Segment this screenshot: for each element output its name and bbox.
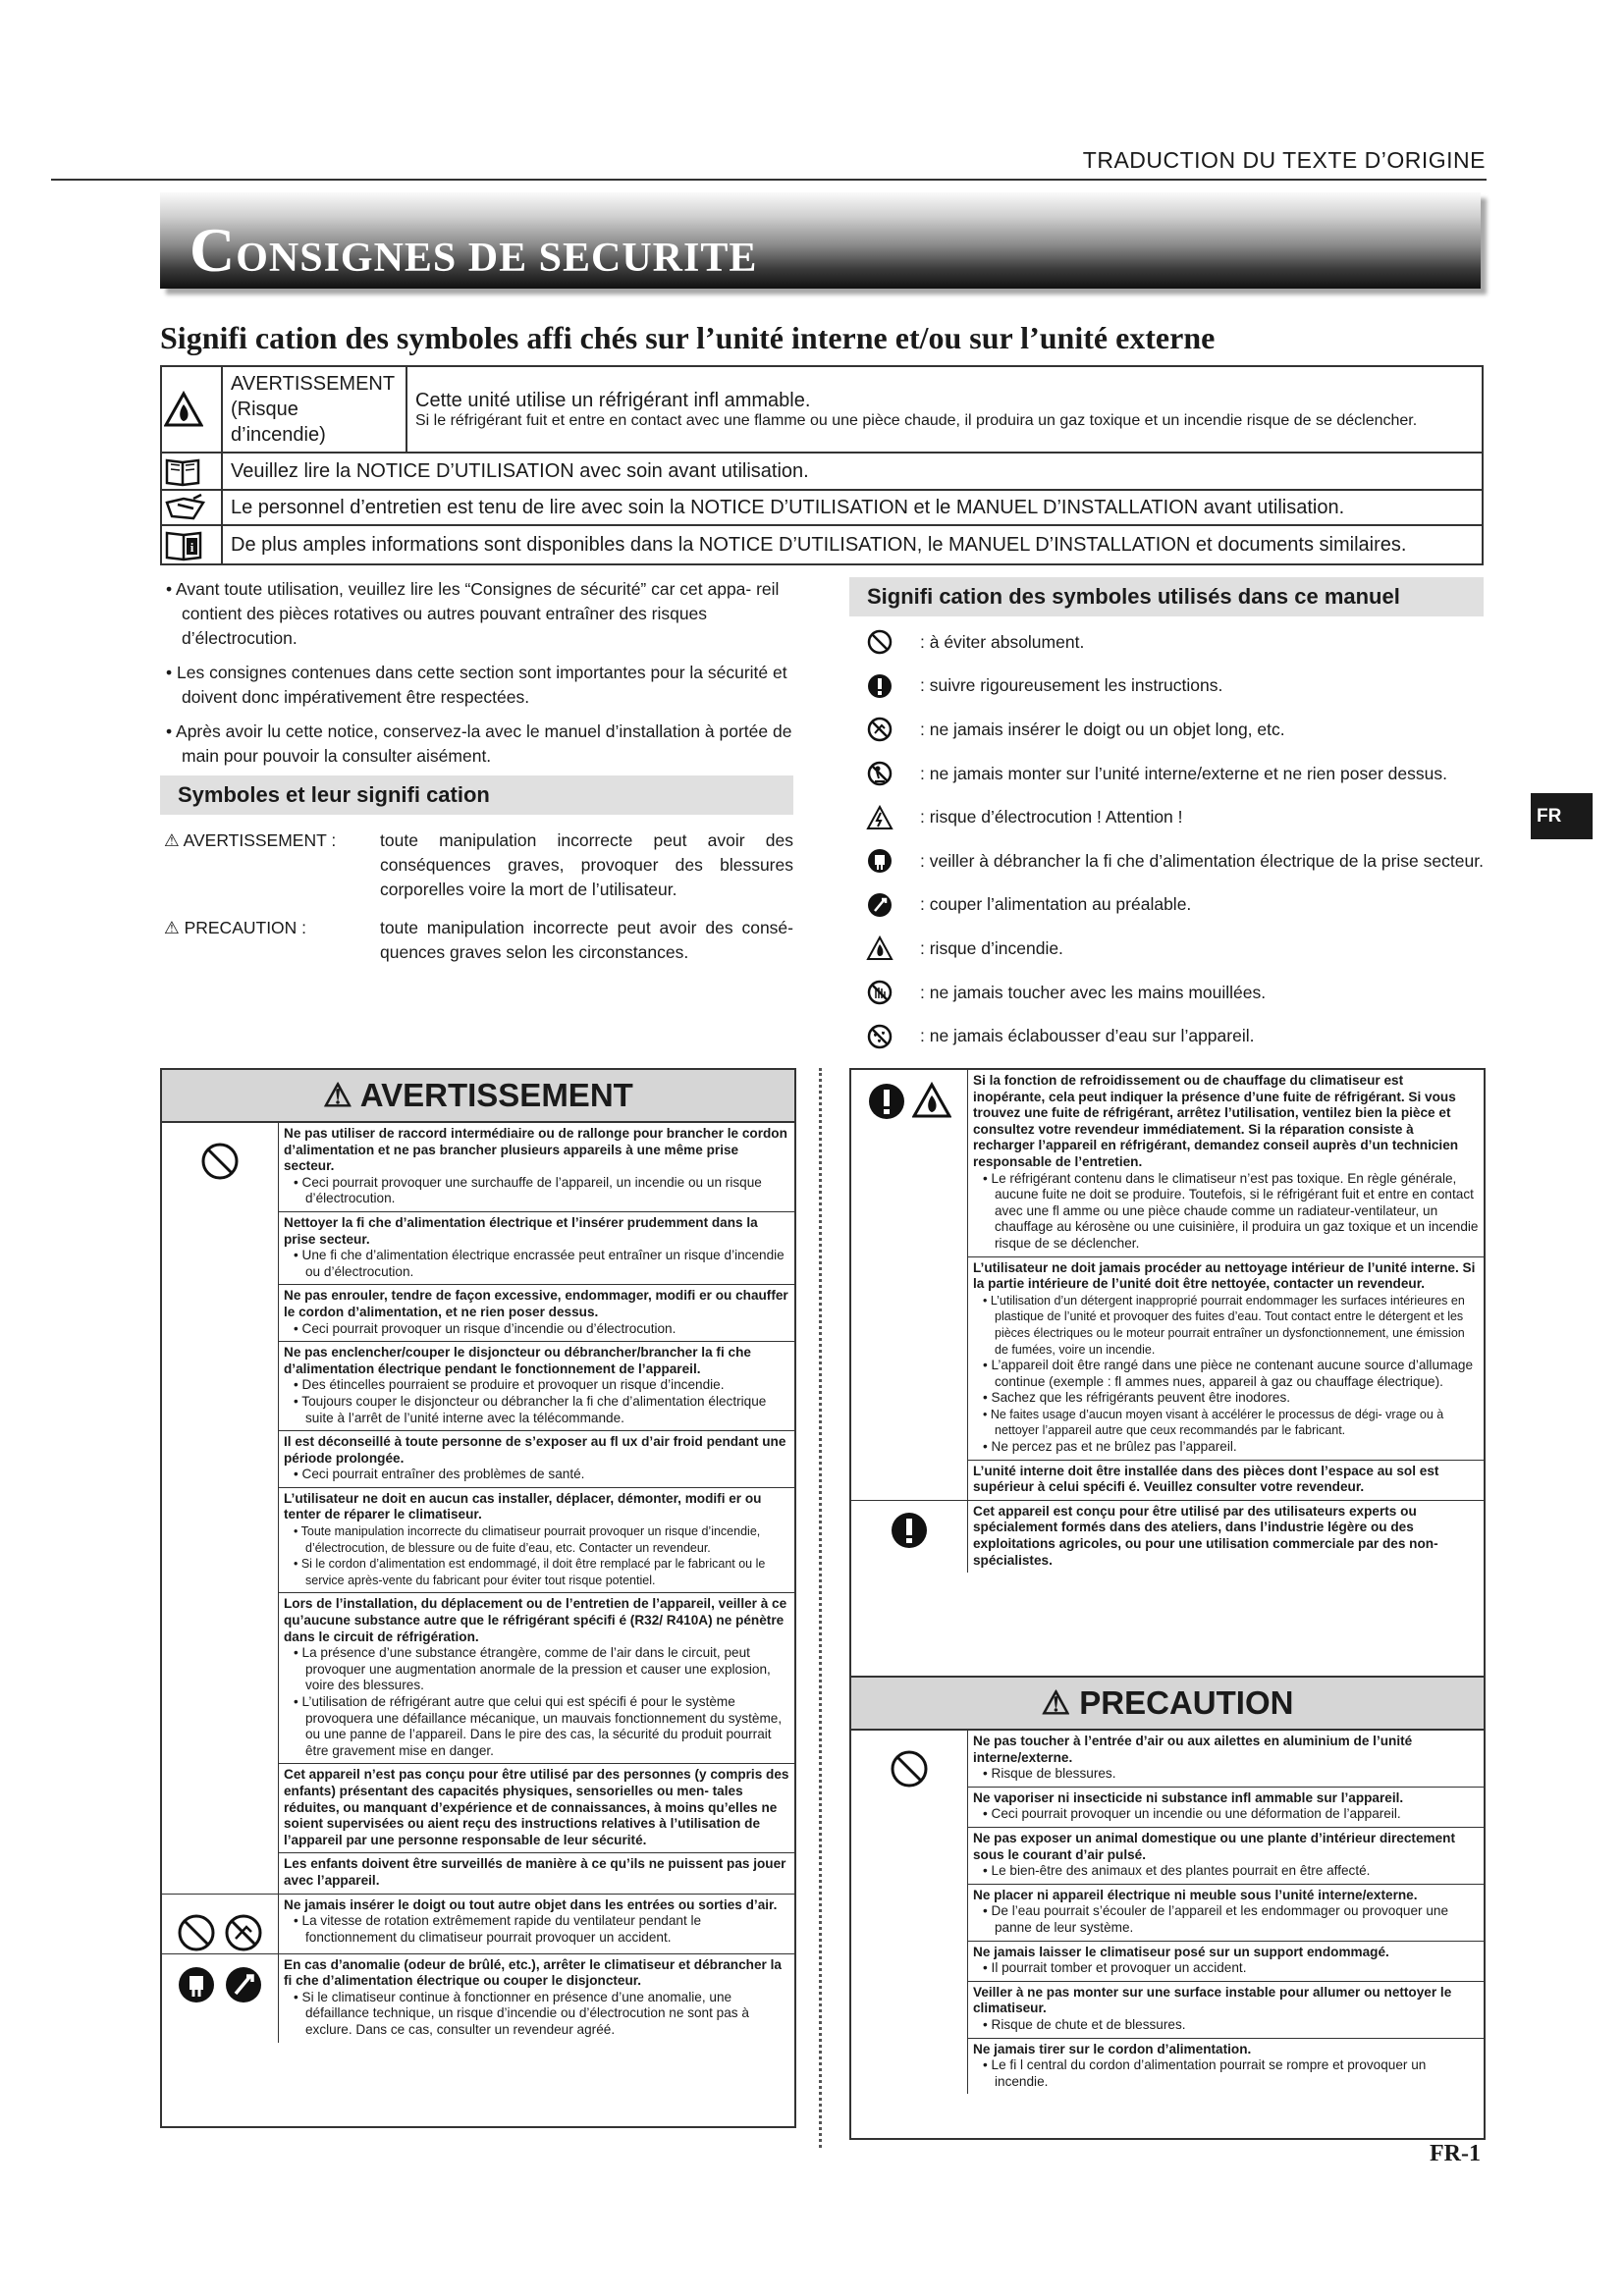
caution-panel [849,1676,1486,2140]
mandatory-icon [890,1511,929,1573]
intro-bullet: • Après avoir lu cette notice, conservez-la avec le manuel d’installation à portée de main pour pouvoir la consulter aisément. [166,721,792,766]
prohibited-icon [176,1912,217,1953]
manual-symbols-section [849,577,1484,1058]
list-item: : risque d’incendie. [849,927,1484,971]
list-item: : à éviter absolument. [849,620,1484,665]
page-number: FR-1 [1430,2141,1481,2166]
warning-item: Ne jamais insérer le doigt ou tout autre objet dans les entrées ou sorties d’air. • La vitesse de rotation extrêmement rapide du ventilateur pendant le fonctionnement du climatiseur pourrait provoquer un accident. [284,1896,778,1945]
warning-triangle-icon: ⚠ [1041,1684,1071,1721]
no-climb-icon [849,760,920,787]
warning-section [162,1123,794,1895]
read-manual-row: Veuillez lire la NOTICE D’UTILISATION avec soin avant utilisation. [161,453,1483,490]
prohibited-icon [849,628,920,656]
fire-warning-label: AVERTISSEMENT (Risque d’incendie) [222,366,406,453]
caution-definition: ⚠ PRECAUTION : toute manipulation incorrecte peut avoir des consé- quences graves selon les circonstances. [164,918,793,962]
warning-item: L’utilisateur ne doit en aucun cas installer, déplacer, démonter, modifi er ou tenter de réparer le climatiseur. • Toute manipulation incorrecte du climatiseur pourrait provoquer un risque d’incendie, d’électrocution, de blessure ou de fuite d’eau, etc. Contacter un revendeur. • Si le cordon d’alimentation est endommagé, il doit être remplacé par le fabricant ou le service après-vente du fabricant pour éviter tout risque potentiel. [279,1488,794,1594]
symbols-meaning-section [160,775,793,965]
warning-definition: ⚠ AVERTISSEMENT : toute manipulation incorrecte peut avoir des conséquences graves, provoquer des blessures corporelles voire la mort de l’utilisateur. [164,830,793,899]
list-item: : risque d’électrocution ! Attention ! [849,795,1484,839]
fire-warning-icon [161,366,222,453]
title-banner [160,192,1481,289]
warning-triangle-icon: ⚠ [164,918,180,937]
list-item: : ne jamais monter sur l’unité interne/externe et ne rien poser dessus. [849,752,1484,796]
list-item: : veiller à débrancher la fi che d’alimentation électrique de la prise secteur. [849,839,1484,883]
mandatory-icon [867,1082,906,1500]
no-finger-icon [849,716,920,743]
electric-shock-icon [849,805,920,830]
service-manual-icon [161,490,222,525]
intro-bullet: • Les consignes contenues dans cette section sont importantes pour la sécurité et doivent donc impérativement être respectées. [166,663,787,707]
warning-item: En cas d’anomalie (odeur de brûlé, etc.), arrêter le climatiseur et débrancher la fi che d’alimentation électrique ou couper le disjoncteur. • Si le climatiseur continue à fonctionner en présence d’une anomalie, une défaillance technique, un risque d’incendie ou d’électrocution ne sont pas à exclure. Dans ce cas, consulter un revendeur agréé. [284,1956,782,2037]
document-header-text: TRADUCTION DU TEXTE D’ORIGINE [1082,147,1486,173]
service-manual-row: Le personnel d’entretien est tenu de lire avec soin la NOTICE D’UTILISATION et le MANUEL D’INSTALLATION avant utilisation. [161,490,1483,525]
no-wet-hands-icon [849,979,920,1006]
no-water-splash-icon [849,1023,920,1050]
page-title: CONSIGNES DE SECURITE [189,215,758,285]
manual-symbols-heading: Signifi cation des symboles utilisés dans ce manuel [849,577,1484,616]
caution-panel-title: ⚠ PRECAUTION [851,1678,1484,1731]
warning-triangle-icon: ⚠ [164,830,180,850]
fire-risk-icon [849,935,920,961]
list-item: : suivre rigoureusement les instructions. [849,665,1484,709]
warning-section [162,1895,794,1954]
caution-item: Ne vaporiser ni insecticide ni substance infl ammable sur l’appareil. • Ceci pourrait provoquer un incendie ou une déformation de l’appareil. [968,1788,1484,1828]
fire-warning-text: Cette unité utilise un réfrigérant infl ammable. Si le réfrigérant fuit et entre en contact avec une flamme ou une pièce chaude, il produira un gaz toxique et un incendie risque de se déclencher. [406,366,1483,453]
warning-triangle-icon: ⚠ [323,1077,352,1113]
header-rule [51,179,1487,181]
info-manual-row: i De plus amples informations sont disponibles dans la NOTICE D’UTILISATION, le MANUEL D’INSTALLATION et documents similaires. [161,525,1483,564]
caution-item: Veiller à ne pas monter sur une surface instable pour allumer ou nettoyer le climatiseur. • Risque de chute et de blessures. [968,1982,1484,2039]
warning-item: Ne pas utiliser de raccord intermédiaire ou de rallonge pour brancher le cordon d’alimentation et ne pas brancher plusieurs appareils à une même prise secteur. • Ceci pourrait provoquer une surchauffe de l’appareil, un incendie ou un risque d’électrocution. [279,1123,794,1212]
warning-section [851,1070,1484,1501]
warning-section [162,1954,794,2043]
caution-item: Ne pas exposer un animal domestique ou une plante d’intérieur directement sous le courant d’air pulsé. • Le bien-être des animaux et des plantes pourrait en être affecté. [968,1828,1484,1885]
unplug-icon [849,847,920,875]
caution-item: Ne jamais tirer sur le cordon d’alimentation. • Le fi l central du cordon d’alimentation pourrait se rompre et provoquer un incendie. [973,2041,1427,2089]
unit-symbols-heading: Signifi cation des symboles affi chés sur l’unité interne et/ou sur l’unité externe [160,320,1216,355]
caution-item: Ne jamais laisser le climatiseur posé sur un support endommagé. • Il pourrait tomber et provoquer un accident. [968,1942,1484,1982]
refrigerant-warning-panel [849,1068,1486,1678]
list-item: : ne jamais insérer le doigt ou un objet long, etc. [849,708,1484,752]
no-finger-icon [223,1912,264,1953]
intro-bullet: • Avant toute utilisation, veuillez lire les “Consignes de sécurité” car cet appa- reil contient des pièces rotatives ou autres pouvant entraîner des risques d’électrocution. [166,579,780,648]
list-item: : couper l’alimentation au préalable. [849,883,1484,928]
info-book-icon [161,525,222,564]
book-icon [161,453,222,490]
fire-risk-icon [912,1082,951,1500]
warning-item: Nettoyer la fi che d’alimentation électrique et l’insérer prudemment dans la prise secteur. • Une fi che d’alimentation électrique encrassée peut entraîner un risque d’incendie ou d’électrocution. [279,1212,794,1285]
warning-item: L’utilisateur ne doit jamais procéder au nettoyage intérieur de l’unité interne. Si la partie intérieure de l’unité doit être nettoyée, contacter un revendeur. • L’utilisation d’un détergent inapproprié pourrait endommager les surfaces intérieures en plastique de l’unité et provoquer des fuites d’eau. Tout contact entre le détergent et les pièces électriques ou le moteur pourrait entraîner un dysfonctionnement, une émission de fumées, voire un incendie. • L’appareil doit être rangé dans une pièce ne contenant aucune source d’allumage continue (exemple : fl ammes nues, appareil à gaz ou chauffage électrique). • Sachez que les réfrigérants peuvent être inodores. • Ne faites usage d’aucun moyen visant à accélérer le processus de dégi- vrage ou à nettoyer l’appareil autre que ceux recommandés par le fabricant. • Ne percez pas et ne brûlez pas l’appareil. [968,1257,1484,1461]
column-divider [819,1068,822,2148]
warning-item: Ne pas enrouler, tendre de façon excessive, endommager, modifi er ou chauffer le cordon d’alimentation, et ne rien poser dessus. • Ceci pourrait provoquer un risque d’incendie ou d’électrocution. [279,1285,794,1342]
caution-item: Ne pas toucher à l’entrée d’air ou aux ailettes en aluminium de l’unité interne/externe. • Risque de blessures. [968,1731,1484,1788]
warning-item: Il est déconseillé à toute personne de s’exposer au fl ux d’air froid pendant une période prolongée. • Ceci pourrait entraîner des problèmes de santé. [279,1431,794,1488]
power-off-icon [849,891,920,919]
prohibited-icon [199,1141,241,1894]
unit-symbols-table [160,365,1484,565]
warning-panel [160,1068,796,2128]
mandatory-icon [849,672,920,700]
warning-item: Cet appareil n’est pas conçu pour être utilisé par des personnes (y compris des enfants) présentant des capacités physiques, sensorielles ou men- tales réduites, ou manquant d’expérience et de connaissances, à moins qu’elles ne soient supervisées ou aient reçu des instructions relatives à l’utilisation de l’appareil par une personne responsable de leur sécurité. [279,1764,794,1853]
warning-item: Ne pas enclencher/couper le disjoncteur ou débrancher/brancher la fi che d’alimentation électrique pendant le fonctionnement de l’appareil. • Des étincelles pourraient se produire et provoquer un risque d’incendie. • Toujours couper le disjoncteur ou débrancher la fi che d’alimentation électrique suite à l’arrêt de l’unité interne avec la télécommande. [279,1342,794,1431]
warning-panel-title: ⚠ AVERTISSEMENT [162,1070,794,1123]
symbols-meaning-heading: Symboles et leur signifi cation [160,775,793,815]
list-item: : ne jamais toucher avec les mains mouillées. [849,971,1484,1015]
warning-item: Cet appareil est conçu pour être utilisé par des utilisateurs experts ou spécialement formés dans des ateliers, dans l’industrie légère ou des exploitations agricoles, ou pour une utilisation commerciale par des non-spécialistes. [973,1503,1438,1568]
caution-item: Ne placer ni appareil électrique ni meuble sous l’unité interne/externe. • De l’eau pourrait s’écouler de l’appareil et les endommager ou provoquer une panne de leur système. [968,1885,1484,1942]
manual-symbols-list [849,620,1484,1058]
svg-text:i: i [189,540,194,555]
intro-bullets [160,577,793,778]
fire-warning-row [161,366,1483,453]
unplug-icon [176,1964,217,2043]
prohibited-icon [889,1748,930,2094]
warning-item: Lors de l’installation, du déplacement ou de l’entretien de l’appareil, veiller à ce qu’aucune substance autre que le réfrigérant spécifi é (R32/ R410A) ne pénètre dans le circuit de réfrigération. • La présence d’une substance étrangère, comme de l’air dans le circuit, peut provoquer une augmentation anormale de la pression et causer une explosion, voire des blessures. • L’utilisation de réfrigérant autre que celui qui est spécifi é pour le système provoquera une défaillance mécanique, un mauvais fonctionnement du système, ou une panne de l’appareil. Dans le pire des cas, la sécurité du produit pourrait être gravement mise en danger. [279,1593,794,1764]
warning-item: Les enfants doivent être surveillés de manière à ce qu’ils ne puissent pas jouer avec l’appareil. [284,1856,786,1888]
warning-section [851,1501,1484,1573]
warning-item: L’unité interne doit être installée dans des pièces dont l’espace au sol est supérieur à celui spécifi é. Veuillez consulter votre revendeur. [973,1463,1439,1495]
language-tab: FR [1531,793,1593,839]
caution-section [851,1731,1484,2094]
warning-item: Si la fonction de refroidissement ou de chauffage du climatiseur est inopérante, cela peut indiquer la présence d’une fuite de réfrigérant. Si vous trouvez une fuite de réfrigérant, arrêtez l’utilisation, ventilez bien la pièce et consultez votre revendeur immédiatement. Si la réparation consiste à recharger l’appareil en réfrigérant, demandez conseil auprès d’un technicien responsable de l’entretien. • Le réfrigérant contenu dans le climatiseur n’est pas toxique. En règle générale, aucune fuite ne doit se produire. Toutefois, si le réfrigérant fuit et entre en contact avec une fl amme ou une pièce chaude comme un radiateur-ventilateur, un chauffage au kérosène ou une cuisinière, il produira un gaz toxique et un incendie risque de se déclencher. [968,1070,1484,1257]
list-item: : ne jamais éclabousser d’eau sur l’appareil. [849,1014,1484,1058]
power-off-icon [223,1964,264,2043]
